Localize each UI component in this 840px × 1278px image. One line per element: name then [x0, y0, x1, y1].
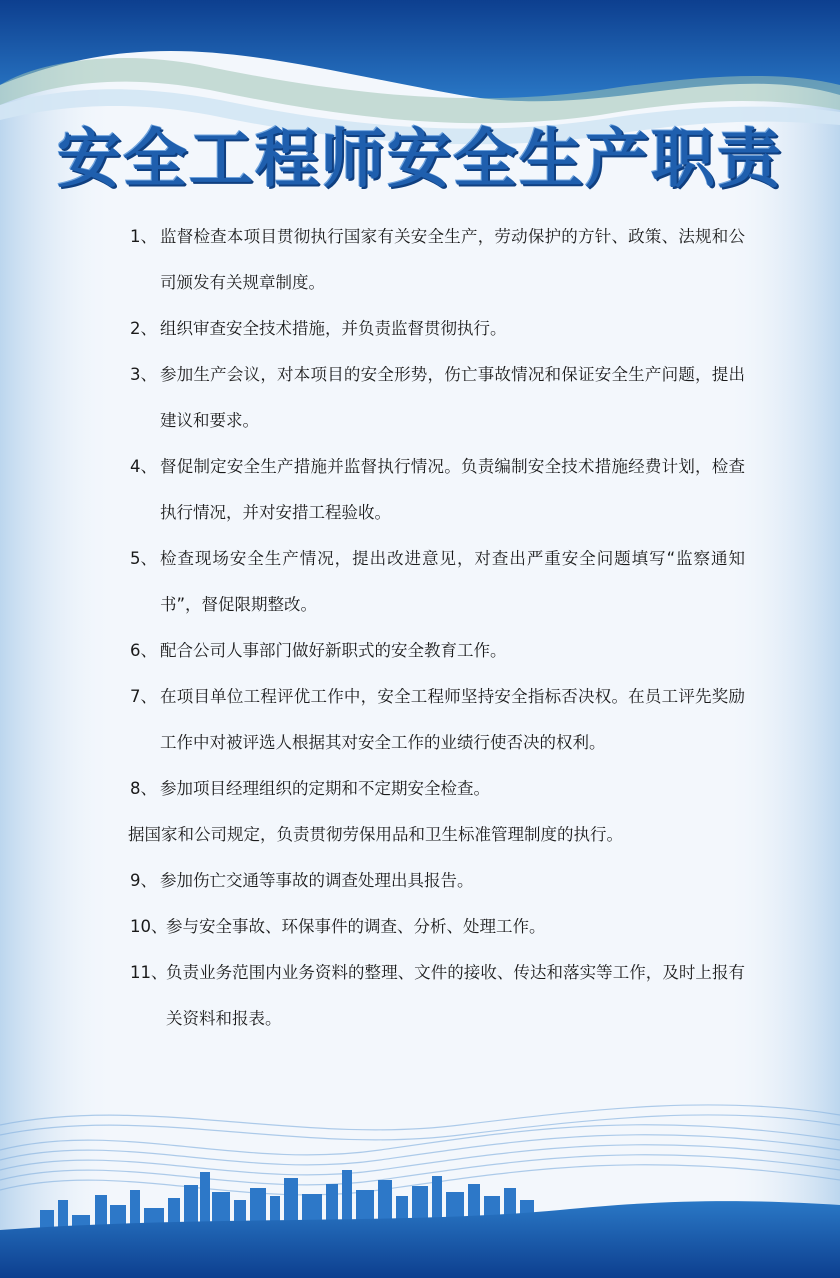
list-item	[130, 950, 745, 1042]
item-number: 9、	[130, 871, 157, 890]
item-text: 负责业务范围内业务资料的整理、文件的接收、传达和落实等工作，及时上报有关资料和报表。	[166, 963, 745, 1028]
list-item	[130, 352, 745, 444]
item-text: 在项目单位工程评优工作中，安全工程师坚持安全指标否决权。在员工评先奖励工作中对被评选人根据其对安全工作的业绩行使否决的权利。	[160, 687, 745, 752]
list-item	[130, 536, 745, 628]
item-number: 6、	[130, 641, 157, 660]
page-title: 安全工程师安全生产职责	[57, 122, 783, 197]
item-number: 2、	[130, 319, 157, 338]
item-number: 7、	[130, 687, 157, 706]
item-text: 组织审查安全技术措施，并负责监督贯彻执行。	[160, 319, 507, 338]
item-text: 参加生产会议，对本项目的安全形势，伤亡事故情况和保证安全生产问题，提出建议和要求。	[160, 365, 745, 430]
item-text: 参加项目经理组织的定期和不定期安全检查。	[160, 779, 490, 798]
item-text: 配合公司人事部门做好新职式的安全教育工作。	[160, 641, 507, 660]
responsibility-list	[130, 214, 745, 1042]
list-item	[130, 904, 745, 950]
list-item	[130, 306, 745, 352]
item-number: 8、	[130, 779, 157, 798]
list-item	[130, 628, 745, 674]
item-text: 督促制定安全生产措施并监督执行情况。负责编制安全技术措施经费计划，检查执行情况，并对安措工程验收。	[160, 457, 745, 522]
item-text: 参与安全事故、环保事件的调查、分析、处理工作。	[166, 917, 546, 936]
item-number: 10、	[130, 917, 168, 936]
list-item	[130, 766, 745, 812]
list-item	[130, 674, 745, 766]
item-number: 4、	[130, 457, 157, 476]
plain-text-line: 据国家和公司规定，负责贯彻劳保用品和卫生标准管理制度的执行。	[128, 825, 623, 844]
item-number: 11、	[130, 963, 168, 982]
item-number: 1、	[130, 227, 157, 246]
item-text: 参加伤亡交通等事故的调查处理出具报告。	[160, 871, 474, 890]
item-number: 5、	[130, 549, 157, 568]
item-text: 监督检查本项目贯彻执行国家有关安全生产，劳动保护的方针、政策、法规和公司颁发有关规章制度。	[160, 227, 745, 292]
list-item	[130, 444, 745, 536]
item-number: 3、	[130, 365, 157, 384]
item-text: 检查现场安全生产情况，提出改进意见，对查出严重安全问题填写“监察通知书”，督促限期整改。	[160, 549, 745, 614]
list-item	[130, 858, 745, 904]
list-item	[130, 214, 745, 306]
